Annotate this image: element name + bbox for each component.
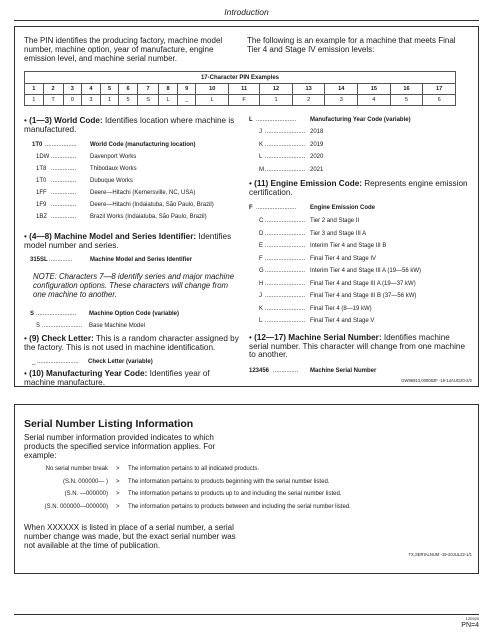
engine-emission-code: F — [259, 255, 263, 262]
engine-emission-header-code: F — [249, 205, 253, 211]
pin-example-cell: 3 — [82, 95, 101, 106]
engine-emission-dots: ........................ — [265, 280, 306, 287]
engine-emission-dots: ........................ — [265, 318, 306, 324]
serial-listing-outro: When XXXXXX is listed in place of a serial number, a serial number change was made, but the exact serial number was not available at the time of publication. — [24, 523, 236, 551]
page-header — [14, 6, 479, 21]
serial-rule-arrow: > — [116, 503, 120, 510]
engine-emission-label: Tier 3 and Stage III A — [310, 230, 367, 237]
check-letter-code: _ — [32, 359, 36, 365]
pin-example-cell: L — [159, 95, 178, 106]
world-code-label: Davenport Works — [90, 154, 137, 160]
world-code-title: (1—3) World Code: — [29, 116, 103, 125]
serial-listing-title: Serial Number Listing Information — [24, 418, 194, 430]
engine-emission-code: H — [259, 280, 264, 287]
engine-emission-label: Final Tier 4 and Stage III B (37—56 kW) — [310, 293, 417, 299]
engine-emission-label: Interim Tier 4 and Stage III B — [310, 243, 387, 249]
pin-intro-right: The following is an example for a machine that meets Final Tier 4 and Stage IV emission levels: — [247, 36, 456, 55]
engine-emission-label: Final Tier 4 and Stage III A (19—37 kW) — [310, 280, 416, 287]
world-code-label: Deere—Hitachi (Kernersville, NC, USA) — [90, 190, 196, 196]
year-code-dots: ........................ — [265, 141, 306, 148]
engine-emission-dots: ........................ — [265, 230, 306, 237]
pin-example-cell: _ — [177, 95, 196, 106]
footer-page: PN=4 — [461, 622, 479, 629]
pin-position-cell: 5 — [100, 84, 119, 95]
engine-emission-code: L — [259, 318, 263, 324]
engine-emission-label: Final Tier 4 and Stage IV — [310, 255, 377, 262]
pin-position-cell: 15 — [358, 84, 391, 95]
year-code-text: Identifies year of machine manufacture. — [24, 369, 210, 387]
pin-example-cell: 0 — [63, 95, 82, 106]
pin-example-cell: F — [229, 95, 260, 106]
serial-rule-key: (S.N. 000000— ) — [62, 478, 108, 485]
option-code-header-dots: ........................ — [36, 311, 77, 317]
world-code-dots: ............... — [51, 166, 77, 172]
pin-position-cell: 2 — [43, 84, 63, 95]
engine-emission-code: K — [259, 305, 264, 312]
engine-emission-dots: ........................ — [265, 243, 306, 249]
year-code-label: 2021 — [310, 167, 324, 174]
engine-emission-bullet: • (11) Engine Emission Code: Represents engine emission certification. — [249, 179, 468, 197]
footer-rule — [14, 614, 479, 615]
engine-emission-label: Interim Tier 4 and Stage III A (19—56 kW) — [310, 268, 422, 274]
world-code-label: Brazil Works (Indaiatuba, São Paulo, Brazil) — [90, 214, 207, 220]
year-code-code: J — [259, 129, 262, 135]
option-code-header-label: Machine Option Code (variable) — [89, 311, 180, 317]
pin-position-cell: 9 — [177, 84, 196, 95]
pin-position-cell: 11 — [229, 84, 260, 95]
world-code-code: 1DW — [36, 154, 50, 160]
serial-dots: ............... — [273, 368, 299, 374]
pin-intro-left: The PIN identifies the producing factory, machine model number, machine option, year of manufacture, engine emission level, and machine serial number. — [24, 36, 223, 64]
serial-label: Machine Serial Number — [310, 368, 377, 374]
engine-emission-dots: ........................ — [265, 305, 306, 312]
year-code-dots: ........................ — [265, 129, 306, 135]
year-code-label: 2019 — [310, 141, 324, 148]
pin-example-cell: 1 — [100, 95, 119, 106]
series-note: NOTE: Characters 7—8 identify series and major machine configuration options. These characters will change from one machine to another. — [33, 272, 235, 299]
model-series-label: Machine Model and Series Identifier — [90, 257, 193, 263]
year-code-code: M — [259, 167, 264, 174]
year-code-header-label: Manufacturing Year Code (variable) — [310, 117, 411, 123]
pin-position-cell: 6 — [119, 84, 138, 95]
pin-examples-table — [24, 71, 456, 106]
engine-emission-dots: ........................ — [265, 268, 306, 274]
serial-rule-key: (S.N. 000000—000000) — [44, 503, 108, 510]
pin-position-cell: 14 — [325, 84, 358, 95]
year-code-title: (10) Manufacturing Year Code: — [29, 369, 148, 378]
pin-position-cell: 4 — [82, 84, 101, 95]
pin-example-cell: 4 — [358, 95, 391, 106]
engine-emission-header-label: Engine Emission Code — [310, 205, 376, 211]
pin-example-cell: 2 — [292, 95, 325, 106]
serial-rule-text: The information pertains to all indicated products. — [128, 466, 260, 472]
engine-emission-code: C — [259, 218, 264, 224]
world-code-header-code: 1T0 — [32, 142, 43, 148]
pin-position-cell: 16 — [390, 84, 423, 95]
serial-rule-arrow: > — [116, 466, 120, 472]
year-code-code: K — [259, 141, 264, 148]
engine-emission-dots: ........................ — [265, 218, 306, 224]
pin-example-cell: 1 — [25, 95, 44, 106]
year-code-dots: ........................ — [265, 167, 306, 174]
year-code-dots: ........................ — [265, 154, 306, 161]
model-series-dots: .............. — [49, 257, 73, 263]
serial-rule-key: No serial number break — [45, 466, 108, 472]
option-code-code: S — [36, 323, 41, 329]
check-letter-label: Check Letter (variable) — [88, 359, 153, 365]
world-code-dots: ............... — [51, 202, 77, 208]
pin-example-cell: 6 — [423, 95, 456, 106]
pin-position-cell: 13 — [292, 84, 325, 95]
engine-emission-title: (11) Engine Emission Code: — [254, 179, 362, 188]
footer-code: 120920 — [465, 616, 479, 621]
engine-emission-dots: ........................ — [265, 293, 306, 299]
world-code-code: 1FF — [36, 190, 47, 196]
world-code-dots: ............... — [51, 154, 77, 160]
check-letter-bullet: • (9) Check Letter: This is a random character assigned by the factory. This is not used in machine identification. — [24, 334, 239, 352]
pin-position-cell: 3 — [63, 84, 82, 95]
check-letter-dots: ......................... — [37, 359, 79, 365]
engine-emission-code: D — [259, 230, 264, 237]
pin-position-cell: 10 — [196, 84, 229, 95]
engine-emission-text: Represents engine emission certification. — [249, 179, 468, 197]
serial-code: 123456 — [249, 368, 270, 374]
serial-title: (12—17) Machine Serial Number: — [254, 333, 382, 342]
pin-table-title: 17-Character PIN Examples — [25, 72, 456, 84]
world-code-header-label: World Code (manufacturing location) — [90, 142, 196, 148]
model-series-title: (4—8) Machine Model and Series Identifier: — [29, 232, 197, 241]
world-code-dots: ............... — [51, 214, 77, 220]
engine-emission-label: Final Tier 4 (8—19 kW) — [310, 305, 372, 312]
pin-example-cell: T — [43, 95, 63, 106]
world-code-code: 1T8 — [36, 166, 47, 172]
year-code-header-code: L — [249, 117, 253, 123]
pin-position-cell: 17 — [423, 84, 456, 95]
serial-listing-intro: Serial number information provided indicates to which products the specified service information applies. For example: — [24, 433, 216, 461]
world-code-bullet: • (1—3) World Code: Identifies location where machine is manufactured. — [24, 116, 235, 134]
pin-position-cell: 8 — [159, 84, 178, 95]
serial-rule-arrow: > — [116, 491, 120, 497]
world-code-code: 1F9 — [36, 202, 47, 208]
world-code-header-dots: ................... — [45, 142, 77, 148]
year-code-header-dots: ........................ — [256, 117, 297, 123]
model-series-text: Identifies model number and series. — [24, 232, 232, 250]
section2-ref: TX,SERIALNUM -19-20JUL22-1/1 — [408, 552, 472, 557]
serial-rule-text: The information pertains to products beginning with the serial number listed. — [128, 478, 330, 485]
world-code-dots: ............... — [51, 178, 77, 184]
engine-emission-dots: ........................ — [265, 255, 306, 262]
world-code-code: 1T0 — [36, 178, 47, 184]
check-letter-title: (9) Check Letter: — [29, 334, 94, 343]
model-series-bullet: • (4—8) Machine Model and Series Identifier: Identifies model number and series. — [24, 232, 232, 250]
model-series-code: 315SL — [30, 257, 48, 263]
serial-rule-text: The information pertains to products up to and including the serial number listed. — [128, 491, 342, 497]
serial-bullet: • (12—17) Machine Serial Number: Identifies machine serial number. This character will change from one machine to another. — [249, 333, 466, 360]
engine-emission-code: G — [259, 268, 264, 274]
serial-rule-arrow: > — [116, 478, 120, 485]
engine-emission-code: J — [259, 293, 262, 299]
option-code-dots: ........................ — [42, 323, 83, 329]
year-code-label: 2018 — [310, 129, 324, 135]
world-code-code: 1BZ — [36, 214, 48, 220]
section1-ref: GW86913,000063F -19-14AUG20-2/2 — [401, 378, 472, 383]
pin-example-cell: 1 — [260, 95, 293, 106]
year-code-label: 2020 — [310, 154, 324, 161]
pin-position-cell: 7 — [137, 84, 158, 95]
world-code-dots: ............... — [51, 190, 77, 196]
world-code-label: Thibodaux Works — [90, 166, 137, 172]
engine-emission-label: Final Tier 4 and Stage V — [310, 318, 375, 324]
engine-emission-header-dots: ........................ — [256, 205, 297, 211]
pin-example-cell: S — [137, 95, 158, 106]
serial-rule-key: (S.N. —000000) — [64, 491, 108, 497]
serial-text: Identifies machine serial number. This character will change from one machine to another. — [249, 333, 466, 360]
pin-position-cell: 12 — [260, 84, 293, 95]
world-code-text: Identifies location where machine is manufactured. — [24, 116, 235, 134]
pin-example-cell: 5 — [390, 95, 423, 106]
serial-rule-text: The information pertains to products between and including the serial number listed. — [128, 503, 351, 510]
pin-position-cell: 1 — [25, 84, 44, 95]
check-letter-text: This is a random character assigned by the factory. This is not used in machine identification. — [24, 334, 239, 352]
page-header-title: Introduction — [224, 7, 269, 17]
engine-emission-code: E — [259, 243, 264, 249]
world-code-label: Dubuque Works — [90, 178, 133, 184]
year-code-code: L — [259, 154, 263, 161]
option-code-header-code: S — [30, 311, 35, 317]
world-code-label: Deere—Hitachi (Indaiatuba, São Paulo, Brazil) — [90, 202, 214, 208]
year-code-bullet: • (10) Manufacturing Year Code: Identifies year of machine manufacture. — [24, 369, 210, 387]
option-code-label: Base Machine Model — [89, 323, 146, 329]
pin-example-cell: 5 — [119, 95, 138, 106]
pin-example-cell: 3 — [325, 95, 358, 106]
engine-emission-label: Tier 2 and Stage II — [310, 218, 360, 224]
pin-example-cell: L — [196, 95, 229, 106]
